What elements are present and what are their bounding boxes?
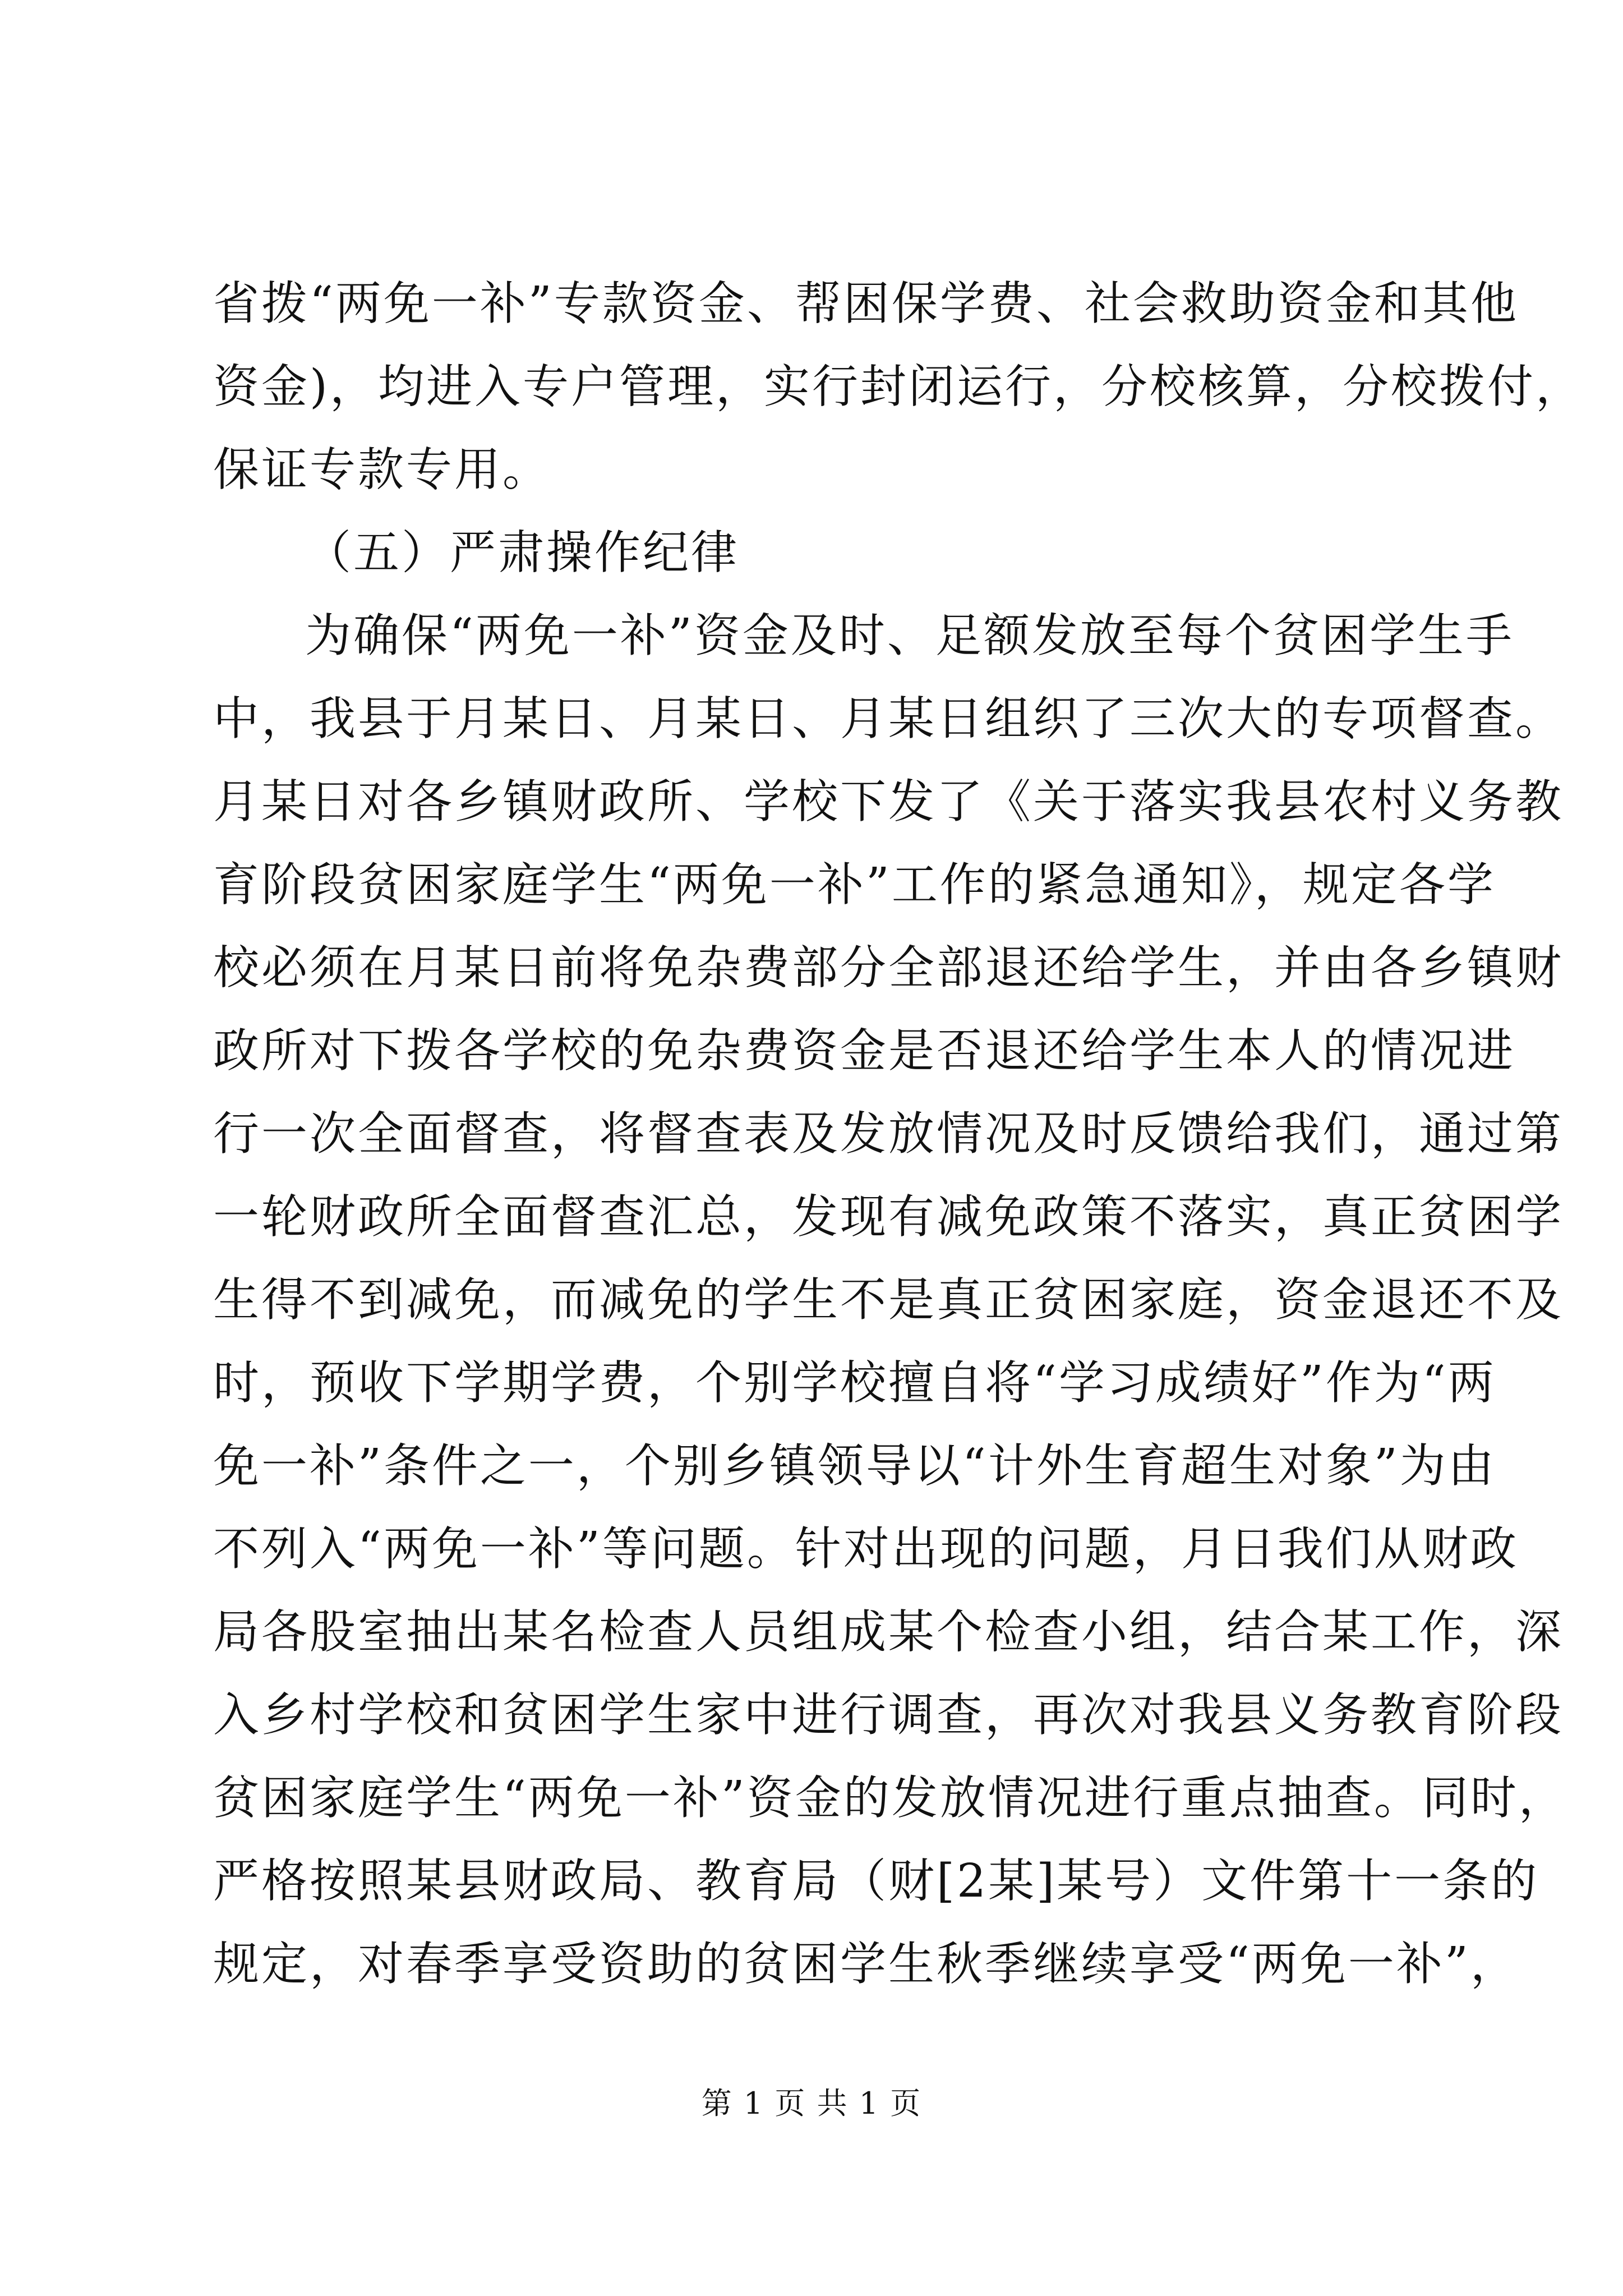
text-line: 贫困家庭学生“两免一补”资金的发放情况进行重点抽查。同时， [213,1772,1567,1825]
text-line: 政所对下拨各学校的免杂费资金是否退还给学生本人的情况进 [213,1024,1516,1078]
text-line: 严格按照某县财政局、教育局（财[2某]某号）文件第十一条的 [213,1855,1539,1908]
text-line: 月某日对各乡镇财政所、学校下发了《关于落实我县农村义务教 [213,775,1564,829]
page-footer: 第 1 页 共 1 页 [701,2086,922,2121]
text-line: 育阶段贫困家庭学生“两免一补”工作的紧急通知》，规定各学 [213,858,1496,912]
text-line: 生得不到减免，而减免的学生不是真正贫困家庭，资金退还不及 [213,1273,1564,1327]
text-line: 免一补”条件之一，个别乡镇领导以“计外生育超生对象”为由 [213,1439,1496,1493]
text-line: 入乡村学校和贫困学生家中进行调查，再次对我县义务教育阶段 [213,1688,1564,1742]
text-line: 规定，对春季享受资助的贫困学生秋季继续享受“两免一补”， [213,1938,1519,1991]
text-line: 保证专款专用。 [213,443,551,496]
section-heading: （五）严肃操作纪律 [305,526,740,579]
text-line: 不列入“两免一补”等问题。针对出现的问题，月日我们从财政 [213,1522,1519,1576]
text-line: 局各股室抽出某名检查人员组成某个检查小组，结合某工作，深 [213,1605,1564,1659]
text-line: 一轮财政所全面督查汇总，发现有减免政策不落实，真正贫困学 [213,1190,1564,1244]
text-line: 时，预收下学期学费，个别学校擅自将“学习成绩好”作为“两 [213,1356,1496,1410]
text-line: 资金)，均进入专户管理，实行封闭运行，分校核算，分校拨付， [213,360,1584,413]
text-line: 中，我县于月某日、月某日、月某日组织了三次大的专项督查。 [213,692,1564,746]
text-line: 行一次全面督查，将督查表及发放情况及时反馈给我们，通过第 [213,1107,1564,1161]
text-line: 省拨“两免一补”专款资金、帮困保学费、社会救助资金和其他 [213,277,1519,330]
paragraph-first-line: 为确保“两免一补”资金及时、足额发放至每个贫困学生手 [305,609,1514,662]
text-line: 校必须在月某日前将免杂费部分全部退还给学生，并由各乡镇财 [213,941,1564,995]
document-body [213,263,1584,2006]
